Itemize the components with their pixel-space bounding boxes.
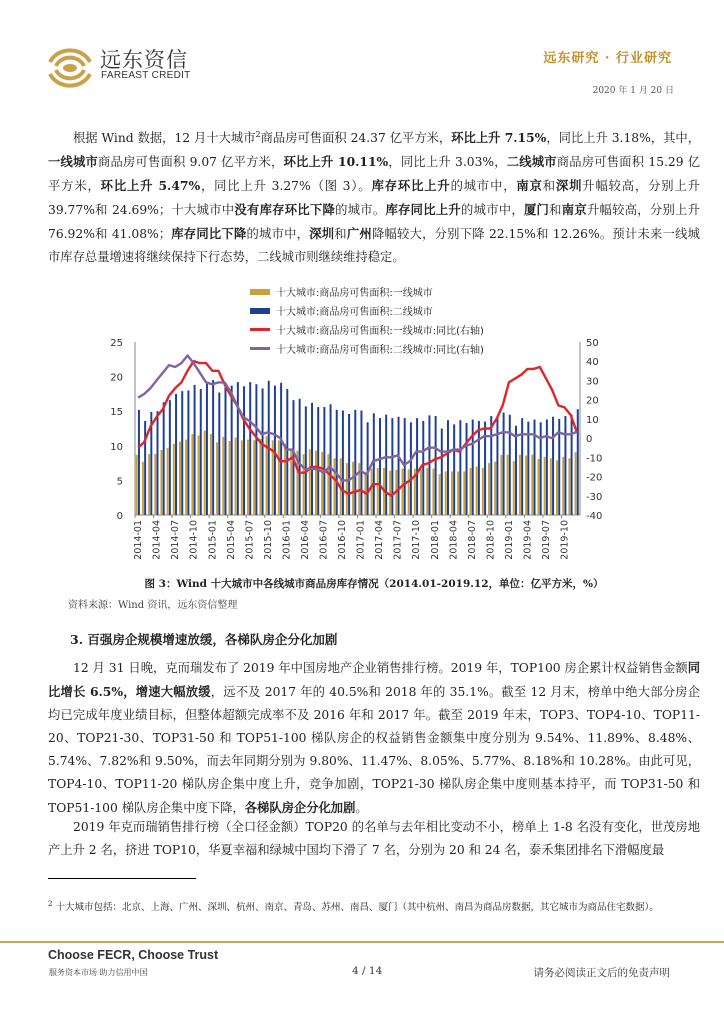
- bar-tier2: [212, 380, 214, 515]
- bar-tier2: [416, 418, 418, 515]
- emphasis-text: 环比上升 5.47%: [100, 178, 201, 193]
- emphasis-text: 一线城市: [48, 154, 98, 169]
- bar-tier2: [540, 422, 542, 515]
- bar-tier1: [148, 454, 150, 515]
- right-tick-label: -30: [586, 491, 603, 503]
- bar-tier2: [354, 410, 356, 515]
- bar-tier1: [167, 448, 169, 515]
- bar-tier2: [169, 400, 171, 515]
- emphasis-text: 南京: [561, 202, 587, 217]
- footnote-mark: 2: [48, 900, 53, 908]
- bar-tier2: [478, 421, 480, 515]
- bar-tier1: [463, 471, 465, 515]
- text-run: 12 月 31 日晚，克而瑞发布了 2019 年中国房地产企业销售排行榜。2019 年，TOP100 房企累计权益销售金额: [73, 661, 688, 675]
- bar-tier1: [556, 460, 558, 515]
- bar-tier2: [243, 386, 245, 515]
- legend-swatch-blue-icon: [250, 308, 270, 314]
- figure-source: 资料来源：Wind 资讯，远东资信整理: [68, 600, 238, 611]
- bar-tier2: [138, 410, 140, 515]
- bar-tier2: [385, 415, 387, 515]
- report-section-label: 远东研究 · 行业研究: [543, 51, 672, 66]
- bar-tier1: [198, 435, 200, 515]
- bar-tier1: [210, 434, 212, 515]
- bar-tier1: [352, 462, 354, 515]
- bar-tier1: [389, 471, 391, 515]
- emphasis-text: 厦门: [523, 202, 550, 217]
- bar-tier2: [262, 388, 264, 515]
- right-tick-label: 30: [586, 376, 599, 388]
- x-tick-label: 2019-04: [522, 520, 534, 560]
- bar-tier1: [160, 450, 162, 515]
- bar-tier1: [531, 455, 533, 515]
- page-number: 4 / 14: [352, 965, 383, 977]
- text-run: 的城市中，: [461, 203, 524, 217]
- x-tick-label: 2018-04: [448, 520, 460, 560]
- bar-tier1: [235, 437, 237, 515]
- bar-tier1: [544, 457, 546, 515]
- bar-tier2: [157, 411, 159, 515]
- text-run: ，同比上升 3.18%，其中，: [546, 131, 700, 145]
- emphasis-text: 环比上升 10.11%: [283, 154, 389, 169]
- bar-tier1: [500, 455, 502, 515]
- bar-tier2: [490, 416, 492, 515]
- bar-tier2: [410, 422, 412, 515]
- bar-tier1: [346, 463, 348, 515]
- bar-tier1: [247, 440, 249, 515]
- bar-tier1: [241, 440, 243, 515]
- bar-tier1: [507, 455, 509, 515]
- bar-tier2: [564, 416, 566, 515]
- emphasis-text: 广州: [346, 226, 372, 241]
- bar-tier1: [179, 442, 181, 515]
- bar-tier2: [299, 399, 301, 515]
- bar-tier1: [568, 458, 570, 515]
- bar-tier1: [402, 469, 404, 515]
- bar-tier2: [181, 391, 183, 515]
- section-heading: 3. 百强房企规模增速放缓，各梯队房企分化加剧: [70, 632, 338, 647]
- bar-tier2: [391, 418, 393, 515]
- legend-label: 十大城市:商品房可售面积:二线城市: [276, 307, 433, 318]
- text-run: 升幅较高，分别上升 76.92%和 41.08%；: [48, 203, 700, 241]
- legend-swatch-gold-icon: [250, 289, 270, 295]
- x-tick-label: 2014-04: [151, 520, 163, 560]
- bar-tier1: [228, 441, 230, 515]
- text-run: 。: [355, 801, 368, 815]
- bar-tier2: [305, 406, 307, 515]
- text-run: 根据 Wind 数据，12 月十大城市: [73, 131, 256, 145]
- legend-label: 十大城市:商品房可售面积:二线城市:同比(右轴): [276, 345, 484, 356]
- bar-tier2: [515, 426, 517, 515]
- bar-tier2: [546, 420, 548, 515]
- bar-tier1: [445, 471, 447, 515]
- bar-tier2: [398, 417, 400, 515]
- x-tick-label: 2015-01: [207, 520, 219, 560]
- bar-tier2: [521, 418, 523, 515]
- bar-tier2: [194, 385, 196, 515]
- emphasis-text: 各梯队房企分化加剧: [244, 800, 356, 815]
- company-logo: [42, 40, 98, 100]
- bar-tier2: [422, 421, 424, 515]
- bar-tier1: [451, 471, 453, 515]
- report-date: 2020 年 1 月 20 日: [592, 86, 674, 96]
- bar-tier1: [408, 469, 410, 515]
- bar-tier2: [255, 384, 257, 515]
- paragraph-inventory: [48, 126, 700, 269]
- footnote-text: 十大城市包括：北京、上海、广州、深圳、杭州、南京、青岛、苏州、南昌、厦门（其中杭州、南昌为商品房数据，其它城市为商品住宅数据）。: [55, 902, 659, 914]
- bar-tier1: [519, 455, 521, 515]
- bar-tier2: [336, 410, 338, 515]
- x-tick-label: 2014-10: [188, 520, 200, 560]
- bar-tier2: [466, 423, 468, 515]
- bar-tier1: [142, 462, 144, 515]
- left-tick-label: 20: [110, 372, 123, 384]
- x-tick-label: 2016-07: [318, 520, 330, 560]
- bar-tier2: [552, 417, 554, 515]
- bar-tier1: [371, 469, 373, 515]
- bar-tier1: [476, 467, 478, 515]
- bar-tier1: [191, 434, 193, 515]
- bar-tier1: [327, 454, 329, 515]
- emphasis-text: 库存环比上升: [371, 178, 451, 193]
- bar-tier2: [330, 404, 332, 515]
- text-run: 升幅较高，分别上升 39.77%和 24.69%；十大城市中: [48, 179, 700, 217]
- figure-caption: 图 3：Wind 十大城市中各线城市商品房库存情况（2014.01-2019.12，单位：亿平方米，%）: [144, 578, 604, 590]
- bar-tier1: [185, 440, 187, 515]
- bar-tier1: [420, 469, 422, 515]
- text-run: ，同比上升 3.27%（图 3）。: [200, 179, 372, 193]
- logo-text-en: FAREAST CREDIT: [101, 70, 191, 81]
- bar-tier1: [136, 455, 138, 515]
- bar-tier1: [488, 463, 490, 515]
- bar-tier1: [284, 444, 286, 515]
- legend-label: 十大城市:商品房可售面积:一线城市:同比(右轴): [276, 326, 484, 337]
- right-tick-label: 0: [586, 434, 593, 446]
- footnote-divider: [48, 878, 196, 879]
- bar-tier2: [348, 414, 350, 515]
- text-run: 和: [542, 179, 556, 193]
- bar-tier1: [377, 468, 379, 515]
- bar-tier1: [303, 454, 305, 515]
- x-tick-label: 2017-07: [392, 520, 404, 560]
- footnote: [48, 896, 688, 916]
- legend-label: 十大城市:商品房可售面积:一线城市: [276, 288, 433, 299]
- legend-item-tier2: [250, 301, 484, 320]
- emphasis-text: 库存同比下降: [171, 226, 247, 241]
- bar-tier1: [439, 474, 441, 515]
- text-run: 和: [334, 227, 347, 241]
- bar-tier2: [237, 382, 239, 515]
- text-run: 和: [549, 203, 562, 217]
- bar-tier1: [550, 458, 552, 515]
- bar-tier2: [447, 420, 449, 515]
- bar-tier1: [154, 454, 156, 515]
- bar-tier1: [525, 455, 527, 515]
- bar-tier1: [222, 437, 224, 515]
- text-run: 的城市中，: [450, 179, 517, 193]
- text-run: 商品房可售面积 24.37 亿平方米，: [260, 131, 452, 145]
- bar-tier2: [206, 384, 208, 515]
- emphasis-text: 南京: [516, 178, 543, 193]
- bar-tier2: [163, 402, 165, 515]
- right-tick-label: 50: [586, 338, 599, 349]
- emphasis-text: 没有库存环比下降: [234, 202, 336, 217]
- x-tick-label: 2017-01: [355, 520, 367, 560]
- text-run: 的城市。: [335, 203, 386, 217]
- bar-tier1: [309, 449, 311, 515]
- x-tick-label: 2018-01: [429, 520, 441, 560]
- bar-tier1: [457, 471, 459, 515]
- x-tick-label: 2017-10: [411, 520, 423, 560]
- bar-tier1: [537, 459, 539, 515]
- logo-text-cn: 远东资信: [100, 48, 188, 72]
- bar-tier1: [204, 431, 206, 515]
- footer-slogan-sub: 服务资本市场 助力信用中国: [49, 968, 148, 977]
- emphasis-text: 库存同比上升: [385, 202, 462, 217]
- bar-tier2: [373, 413, 375, 515]
- bar-tier2: [311, 403, 313, 515]
- text-run: ，同比上升 3.03%，: [388, 155, 507, 169]
- emphasis-text: 深圳: [555, 178, 583, 193]
- emphasis-text: 二线城市: [506, 154, 557, 169]
- bar-tier1: [216, 442, 218, 515]
- x-tick-label: 2018-07: [466, 520, 478, 560]
- text-run: 降幅较大，分别下降 22.15%和 12.26%。预计未来一线城市库存总量增速将继续保持下行态势，二线城市则继续维持稳定。: [48, 227, 700, 264]
- right-tick-label: -10: [586, 453, 603, 465]
- bar-tier1: [562, 457, 564, 515]
- x-tick-label: 2014-07: [170, 520, 182, 560]
- right-tick-label: -40: [586, 511, 603, 522]
- bar-tier2: [428, 415, 430, 515]
- bar-tier1: [259, 439, 261, 515]
- right-tick-label: -20: [586, 472, 603, 484]
- bar-tier1: [513, 461, 515, 515]
- left-tick-label: 15: [110, 407, 123, 419]
- bar-tier2: [503, 413, 505, 515]
- bar-tier2: [231, 386, 233, 515]
- footnote-ref: 2: [255, 129, 261, 139]
- text-run: 商品房可售面积 9.07 亿平方米，: [98, 155, 284, 169]
- text-run: ，远不及 2017 年的 40.5%和 2018 年的 35.1%。截至 12 月末，榜单中绝大部分房企均已完成年度业绩目标，但整体超额完成率不及 2016 年和 2017 年。截至 2019 年末，TOP3、TOP4-10、TOP11-20、TOP21-30、TOP31-50 和 TOP51-100 梯队房企的权益销售金额集中度分别为 9.54%、11.89%、8.48%、5.74%、7.82%和 9.50%，而去年同期分别为 9.80%、11.47%、8.05%、5.77%、8.18%和 10.28%。由此可见，TOP4-10、TOP11-20 梯队房企集中度上升，竞争加剧，TOP21-30 梯队房企集中度则基本持平，而 TOP31-50 和 TOP51-100 梯队房企集中度下降，: [48, 685, 700, 815]
- bar-tier2: [404, 418, 406, 515]
- text-run: 商品房可售面积 15.29 亿平方米，: [48, 155, 700, 193]
- inventory-chart: [100, 330, 620, 575]
- legend-item-tier1: [250, 282, 484, 301]
- x-tick-label: 2015-10: [262, 520, 274, 560]
- bar-tier1: [494, 462, 496, 515]
- bar-tier2: [286, 389, 288, 515]
- x-tick-label: 2015-04: [225, 520, 237, 560]
- x-tick-label: 2014-01: [133, 520, 145, 560]
- disclaimer-note: 请务必阅读正文后的免责声明: [533, 967, 670, 979]
- x-tick-label: 2019-01: [503, 520, 515, 560]
- x-tick-label: 2017-04: [374, 520, 386, 560]
- bar-tier2: [200, 389, 202, 515]
- bar-tier2: [224, 386, 226, 515]
- bar-tier1: [321, 452, 323, 515]
- bar-tier2: [435, 416, 437, 515]
- x-tick-label: 2019-07: [541, 520, 553, 560]
- bar-tier2: [317, 407, 319, 515]
- text-run: 的城市中，: [246, 227, 310, 241]
- bar-tier2: [175, 394, 177, 515]
- x-tick-label: 2018-10: [485, 520, 497, 560]
- left-tick-label: 10: [110, 441, 123, 453]
- x-tick-label: 2016-01: [281, 520, 293, 560]
- bar-tier2: [342, 411, 344, 515]
- right-tick-label: 20: [586, 395, 599, 407]
- bar-tier1: [253, 440, 255, 515]
- bar-tier2: [187, 390, 189, 515]
- x-tick-label: 2016-10: [337, 520, 349, 560]
- bar-tier2: [379, 418, 381, 515]
- bar-tier2: [453, 424, 455, 515]
- x-tick-label: 2016-04: [299, 520, 311, 560]
- bar-tier2: [509, 415, 511, 515]
- bar-tier1: [278, 440, 280, 515]
- emphasis-text: 深圳: [309, 226, 335, 241]
- bar-tier1: [315, 451, 317, 515]
- left-tick-label: 0: [116, 511, 123, 522]
- bar-tier2: [571, 415, 573, 515]
- bar-tier2: [218, 393, 220, 515]
- bar-tier2: [577, 409, 579, 515]
- right-tick-label: 10: [586, 414, 599, 426]
- paragraph-ranking: [48, 816, 700, 862]
- bar-tier1: [432, 469, 434, 515]
- right-tick-label: 40: [586, 357, 599, 369]
- bar-tier2: [441, 429, 443, 516]
- bar-tier2: [527, 422, 529, 515]
- bar-tier2: [360, 411, 362, 515]
- footer-slogan: Choose FECR, Choose Trust: [48, 948, 219, 962]
- bar-tier1: [334, 458, 336, 515]
- logo-mark-icon: [42, 40, 98, 96]
- bar-tier1: [173, 444, 175, 515]
- emphasis-text: 同比增长 6.5%，增速大幅放缓: [48, 660, 700, 699]
- x-tick-label: 2015-07: [244, 520, 256, 560]
- bar-tier2: [249, 382, 251, 515]
- bar-tier1: [482, 468, 484, 515]
- bar-tier2: [323, 407, 325, 515]
- bar-tier1: [426, 468, 428, 515]
- x-tick-label: 2019-10: [559, 520, 571, 560]
- bar-tier2: [280, 383, 282, 515]
- left-tick-label: 5: [116, 476, 123, 488]
- paragraph-top100: [48, 656, 700, 820]
- bar-tier1: [469, 468, 471, 515]
- emphasis-text: 环比上升 7.15%: [451, 130, 547, 145]
- bar-tier2: [459, 420, 461, 515]
- footer-rule: [0, 941, 724, 943]
- text-run: 2019 年克而瑞销售排行榜（全口径金额）TOP20 的名单与去年相比变动不小，榜单上 1-8 名没有变化，世茂房地产上升 2 名，挤进 TOP10，华夏幸福和绿城中国均下滑了 7 名，分别为 20 和 24 名，泰禾集团排名下滑幅度最: [48, 820, 700, 857]
- bar-tier1: [575, 452, 577, 515]
- left-tick-label: 25: [110, 338, 123, 349]
